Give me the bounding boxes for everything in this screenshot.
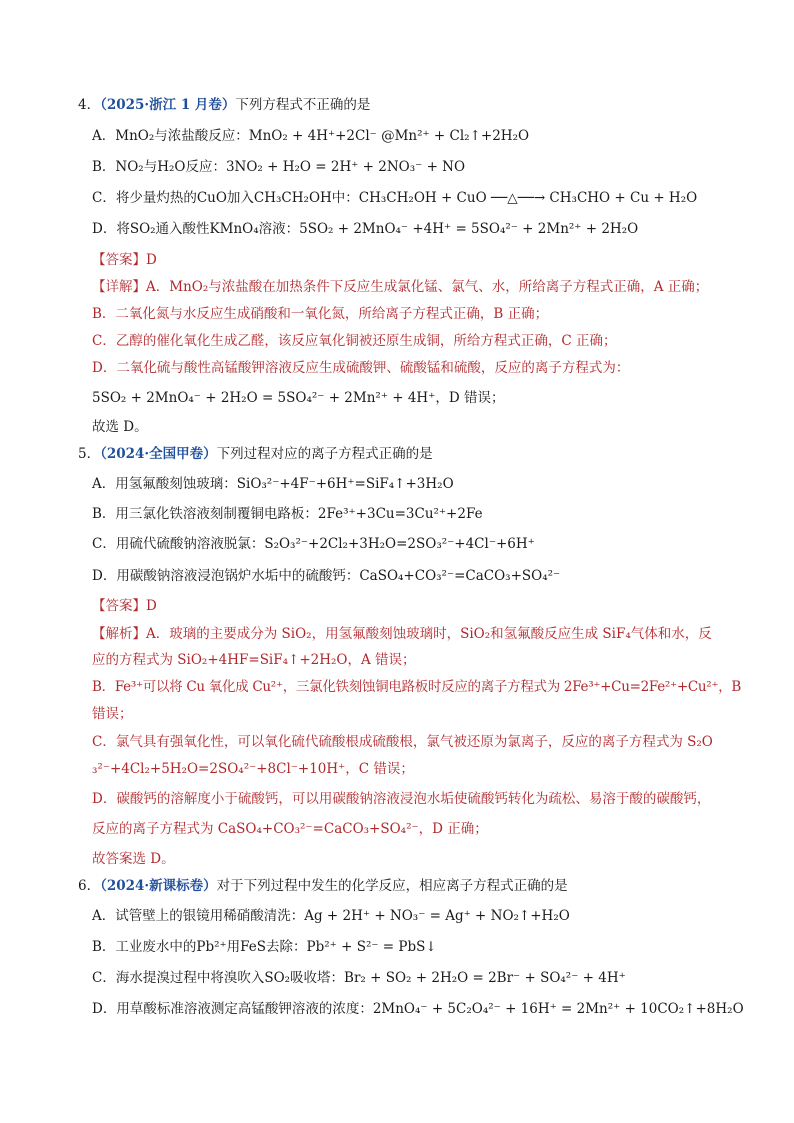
answer-line: [92, 596, 157, 616]
explanation-line: 反应的离子方程式为 CaSO₄+CO₃²⁻=CaCO₃+SO₄²⁻，D 正确；: [92, 821, 488, 837]
option-a: A．MnO₂与浓盐酸反应：MnO₂ + 4H⁺+2Cl⁻ @Mn²⁺ + Cl₂↑+2H₂O: [92, 128, 530, 144]
question-source: （2025·浙江 1 月卷）: [100, 97, 236, 113]
explanation-line: B．二氧化氮与水反应生成硝酸和一氧化氮，所给离子方程式正确，B 正确；: [92, 306, 549, 322]
question-5-header: [78, 444, 433, 464]
question-stem: 下列方程式不正确的是: [235, 97, 371, 113]
explanation-line: B．Fe³⁺可以将 Cu 氧化成 Cu²⁺，三氯化铁刻蚀铜电路板时反应的离子方程式为 2Fe³⁺+Cu=2Fe²⁺+Cu²⁺，B: [92, 679, 742, 695]
question-source: （2024·新课标卷）: [100, 878, 217, 894]
answer-label: 【答案】: [92, 252, 146, 268]
explanation-line: [92, 624, 712, 644]
option-d: D．用草酸标准溶液测定高锰酸钾溶液的浓度：2MnO₄⁻ + 5C₂O₄²⁻ + 16H⁺ = 2Mn²⁺ + 10CO₂↑+8H₂O: [92, 1001, 744, 1017]
explanation-line: 5SO₂ + 2MnO₄⁻ + 2H₂O = 5SO₄²⁻ + 2Mn²⁺ + 4H⁺，D 错误；: [92, 390, 505, 406]
explanation-line: C．氯气具有强氧化性，可以氧化硫代硫酸根成硫酸根，氯气被还原为氯离子，反应的离子方程式为 S₂O: [92, 734, 713, 750]
option-d: D．将SO₂通入酸性KMnO₄溶液：5SO₂ + 2MnO₄⁻ +4H⁺ = 5SO₄²⁻ + 2Mn²⁺ + 2H₂O: [92, 221, 639, 237]
option-d: D．用碳酸钠溶液浸泡锅炉水垢中的硫酸钙：CaSO₄+CO₃²⁻=CaCO₃+SO₄²⁻: [92, 568, 561, 584]
option-a: A．用氢氟酸刻蚀玻璃：SiO₃²⁻+4F⁻+6H⁺=SiF₄↑+3H₂O: [92, 476, 454, 492]
explanation-line: D．碳酸钙的溶解度小于硫酸钙，可以用碳酸钠溶液浸泡水垢使硫酸钙转化为疏松、易溶于酸的碳酸钙，: [92, 791, 711, 807]
explanation-line: C．乙醇的催化氧化生成乙醛，该反应氧化铜被还原生成铜，所给方程式正确，C 正确；: [92, 333, 617, 349]
option-b: B．NO₂与H₂O反应：3NO₂ + H₂O = 2H⁺ + 2NO₃⁻ + NO: [92, 159, 466, 175]
question-stem: 下列过程对应的离子方程式正确的是: [216, 446, 433, 462]
question-4-header: [78, 95, 370, 115]
question-number: 4．: [78, 97, 101, 113]
answer-value: D: [146, 598, 157, 614]
option-c: C．将少量灼热的CuO加入CH₃CH₂OH中：CH₃CH₂OH + CuO ──△──→ CH₃CHO + Cu + H₂O: [92, 190, 698, 206]
explanation-line: D．二氧化硫与酸性高锰酸钾溶液反应生成硫酸钾、硫酸锰和硫酸，反应的离子方程式为：: [92, 360, 630, 376]
option-a: A．试管壁上的银镜用稀硝酸清洗：Ag + 2H⁺ + NO₃⁻ = Ag⁺ + NO₂↑+H₂O: [92, 908, 570, 924]
option-b: B．工业废水中的Pb²⁺用FeS去除：Pb²⁺ + S²⁻ = PbS↓: [92, 939, 437, 955]
question-number: 6．: [78, 878, 101, 894]
explanation-line: [92, 277, 708, 297]
answer-label: 【答案】: [92, 598, 146, 614]
answer-line: [92, 250, 157, 270]
explanation-line: 故答案选 D。: [92, 851, 175, 867]
explanation-line: ₃²⁻+4Cl₂+5H₂O=2SO₄²⁻+8Cl⁻+10H⁺，C 错误；: [92, 761, 414, 777]
question-number: 5．: [78, 446, 101, 462]
explanation-text: A．MnO₂与浓盐酸在加热条件下反应生成氯化锰、氯气、水，所给离子方程式正确，A 正确；: [146, 279, 709, 295]
explanation-line: 错误；: [92, 706, 133, 722]
explanation-label: 【详解】: [92, 279, 146, 295]
explanation-line: 故选 D。: [92, 419, 148, 435]
explanation-label: 【解析】: [92, 626, 146, 642]
question-6-header: [78, 876, 568, 896]
answer-value: D: [146, 252, 157, 268]
option-b: B．用三氯化铁溶液刻制覆铜电路板：2Fe³⁺+3Cu=3Cu²⁺+2Fe: [92, 506, 483, 522]
option-c: C．用硫代硫酸钠溶液脱氯：S₂O₃²⁻+2Cl₂+3H₂O=2SO₃²⁻+4Cl⁻+6H⁺: [92, 536, 535, 552]
explanation-line: 应的方程式为 SiO₂+4HF=SiF₄↑+2H₂O，A 错误；: [92, 652, 416, 668]
question-stem: 对于下列过程中发生的化学反应，相应离子方程式正确的是: [216, 878, 568, 894]
explanation-text: A．玻璃的主要成分为 SiO₂，用氢氟酸刻蚀玻璃时，SiO₂和氢氟酸反应生成 SiF₄气体和水，反: [146, 626, 712, 642]
question-source: （2024·全国甲卷）: [100, 446, 217, 462]
option-c: C．海水提溴过程中将溴吹入SO₂吸收塔：Br₂ + SO₂ + 2H₂O = 2Br⁻ + SO₄²⁻ + 4H⁺: [92, 970, 626, 986]
